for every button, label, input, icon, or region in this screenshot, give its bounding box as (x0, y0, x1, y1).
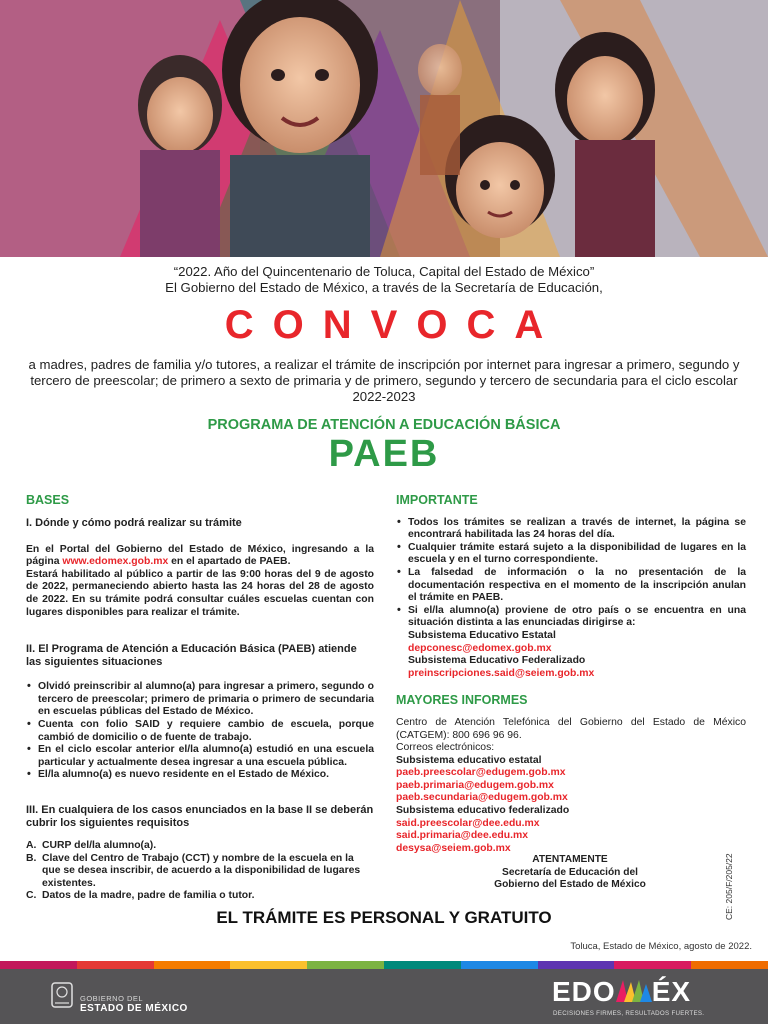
bullet-icon: • (397, 603, 401, 616)
list-item-text: Todos los trámites se realizan a través de internet, la página se encontrará habilitada las 24 horas del día. (408, 516, 746, 541)
email-link[interactable]: paeb.preescolar@edugem.gob.mx (396, 767, 566, 779)
list-letter: B. (26, 852, 37, 864)
signature-line-1: ATENTAMENTE (532, 854, 608, 865)
stripe-segment (230, 961, 307, 969)
program-acronym: PAEB (328, 433, 440, 475)
list-item (27, 680, 374, 719)
stripe-segment (461, 961, 538, 969)
bases-title: BASES (26, 493, 70, 507)
email-link[interactable]: paeb.primaria@edugem.gob.mx (396, 779, 554, 791)
intro-text (0, 264, 768, 296)
stripe-segment (0, 961, 77, 969)
signature-line-3: Gobierno del Estado de México (494, 879, 646, 890)
convoca-title: CONVOCA (224, 303, 563, 347)
list-item (27, 768, 374, 782)
child-left (138, 55, 222, 257)
list-letter: C. (26, 890, 37, 902)
color-stripe (0, 961, 768, 969)
list-item (397, 515, 746, 542)
bases-s1-text-a: En el Portal del Gobierno del Estado de México, ingresando a la página (26, 543, 374, 568)
bases-section-2-list (26, 681, 374, 782)
bases-section-1-paragraph-2: Estará habilitado al público a partir de las 9:00 horas del 9 de agosto de 2022, permaneciendo abierto hasta las 24 horas del 28 de agosto de 2022. En su trámite podrá consultar cuáles escuelas cuentan con lugares disponibles para realizar el trámite. (26, 568, 374, 618)
bases-section-3-title: III. En cualquiera de los casos enunciados en la base II se deberán cubrir los siguientes requisitos (26, 803, 374, 829)
list-item (397, 603, 746, 681)
phone-text: Centro de Atención Telefónica del Gobierno del Estado de México (CATGEM): 800 696 96 96. (396, 716, 746, 741)
bullet-icon: • (397, 540, 401, 553)
intro-line-2: El Gobierno del Estado de México, a través de la Secretaría de Educación, (165, 280, 603, 295)
bullet-icon: • (397, 515, 401, 528)
list-item-text: Olvidó preinscribir al alumno(a) para ingresar a primero, segundo o tercero de preescolar; primero de primaria o primero de secundaria en escuelas públicas del Estado de México. (38, 681, 374, 718)
list-letter: A. (26, 839, 37, 851)
program-title: PROGRAMA DE ATENCIÓN A EDUCACIÓN BÁSICA (207, 417, 561, 433)
stripe-segment (384, 961, 461, 969)
bullet-icon: • (397, 565, 401, 578)
list-item (397, 565, 746, 605)
stripe-segment (77, 961, 154, 969)
gov-logo-text: ESTADO DE MÉXICO (80, 1003, 188, 1014)
list-item-text: Si el/la alumno(a) proviene de otro país o se encuentra en una situación distinta a las enunciadas dirigirse a: (408, 604, 746, 629)
edomex-m-mark-icon (616, 980, 652, 1002)
list-item-text: CURP del/la alumno(a). (42, 839, 157, 851)
bases-section-3-list (26, 840, 374, 903)
email-link[interactable]: said.primaria@dee.edu.mx (396, 830, 528, 842)
bases-s1-text-b: en el apartado de PAEB. (168, 556, 291, 568)
edomex-logo (552, 976, 691, 1008)
stripe-segment (154, 961, 231, 969)
edomex-logo-left: EDO (552, 976, 616, 1007)
importante-title: IMPORTANTE (396, 493, 478, 507)
edomex-logo-right: ÉX (651, 976, 692, 1007)
stripe-segment (614, 961, 691, 969)
edomex-slogan: DECISIONES FIRMES, RESULTADOS FUERTES. (553, 1010, 705, 1017)
list-item (26, 890, 374, 903)
list-item (27, 743, 374, 769)
stripe-segment (307, 961, 384, 969)
list-item (27, 717, 374, 744)
bases-section-1-paragraph-1 (26, 544, 374, 569)
stripe-segment (691, 961, 768, 969)
list-item-text: Cualquier trámite estará sujeto a la disponibilidad de lugares en la escuela y en el turno correspondiente. (408, 541, 746, 566)
document-code: CE: 205/F/205/22 (724, 853, 734, 920)
estatal-email-link[interactable]: depconesc@edomex.gob.mx (408, 642, 552, 654)
bases-section-1-title: I. Dónde y cómo podrá realizar su trámite (26, 516, 242, 529)
edomex-link[interactable]: www.edomex.gob.mx (62, 556, 169, 568)
bases-column (26, 494, 374, 903)
child-background (418, 44, 462, 175)
list-item-text: En el ciclo escolar anterior el/la alumno(a) estudió en una escuela particular y actualmente desea ingresar a una escuela pública. (38, 744, 374, 768)
footer (0, 969, 768, 1024)
coat-of-arms-icon (50, 981, 74, 1009)
federal-label: Subsistema Educativo Federalizado (408, 655, 586, 667)
hero-illustration (0, 0, 768, 257)
email-link[interactable]: paeb.secundaria@edugem.gob.mx (396, 792, 568, 804)
hero-photo (0, 0, 768, 257)
stripe-segment (538, 961, 615, 969)
email-link[interactable]: said.preescolar@dee.edu.mx (396, 817, 540, 829)
estatal-subsystem-label: Subsistema educativo estatal (396, 754, 542, 766)
list-item (26, 852, 374, 891)
bullet-icon: • (27, 743, 31, 756)
list-item-text: La falsedad de información o la no presentación de la documentación respectiva en el momento de la inscripción anulan el trámite en PAEB. (408, 566, 746, 604)
call-text: a madres, padres de familia y/o tutores, a realizar el trámite de inscripción por internet para ingresar a primero, segundo y tercero de preescolar; de primero a sexto de primaria y de primero, segundo y tercero de secundaria para el ciclo escolar 2022-2023 (28, 357, 740, 404)
federal-subsystem-label: Subsistema educativo federalizado (396, 805, 570, 817)
date-line: Toluca, Estado de México, agosto de 2022. (570, 941, 752, 952)
list-item (26, 839, 374, 853)
list-item-text: El/la alumno(a) es nuevo residente en el Estado de México. (38, 769, 330, 781)
gov-logo-small-text: GOBIERNO DEL (80, 994, 144, 1003)
estatal-label: Subsistema Educativo Estatal (408, 629, 556, 641)
importante-list (396, 517, 746, 681)
list-item (397, 540, 746, 567)
federal-email-link[interactable]: preinscripciones.said@seiem.gob.mx (408, 667, 595, 679)
emails-label: Correos electrónicos: (396, 742, 495, 754)
list-item-text: Clave del Centro de Trabajo (CCT) y nombre de la escuela en la que se desea inscribir, de acuerdo a la disponibilidad de lugares existentes. (42, 852, 361, 889)
personal-notice: EL TRÁMITE ES PERSONAL Y GRATUITO (216, 908, 552, 927)
info-column (396, 494, 746, 855)
signature-block (470, 854, 670, 892)
signature-line-2: Secretaría de Educación del (502, 866, 638, 878)
intro-line-1: “2022. Año del Quincentenario de Toluca, Capital del Estado de México” (173, 264, 595, 279)
email-link[interactable]: desysa@seiem.gob.mx (396, 842, 511, 854)
list-item-text: Cuenta con folio SAID y requiere cambio de escuela, porque cambió de domicilio o de fuente de trabajo. (38, 718, 374, 743)
bullet-icon: • (27, 680, 31, 693)
bullet-icon: • (27, 768, 31, 781)
mayores-informes-title: MAYORES INFORMES (396, 693, 528, 708)
bullet-icon: • (27, 717, 31, 730)
bases-section-2-title: II. El Programa de Atención a Educación Básica (PAEB) atiende las siguientes situaciones (26, 643, 357, 669)
list-item-text: Datos de la madre, padre de familia o tutor. (42, 890, 255, 902)
